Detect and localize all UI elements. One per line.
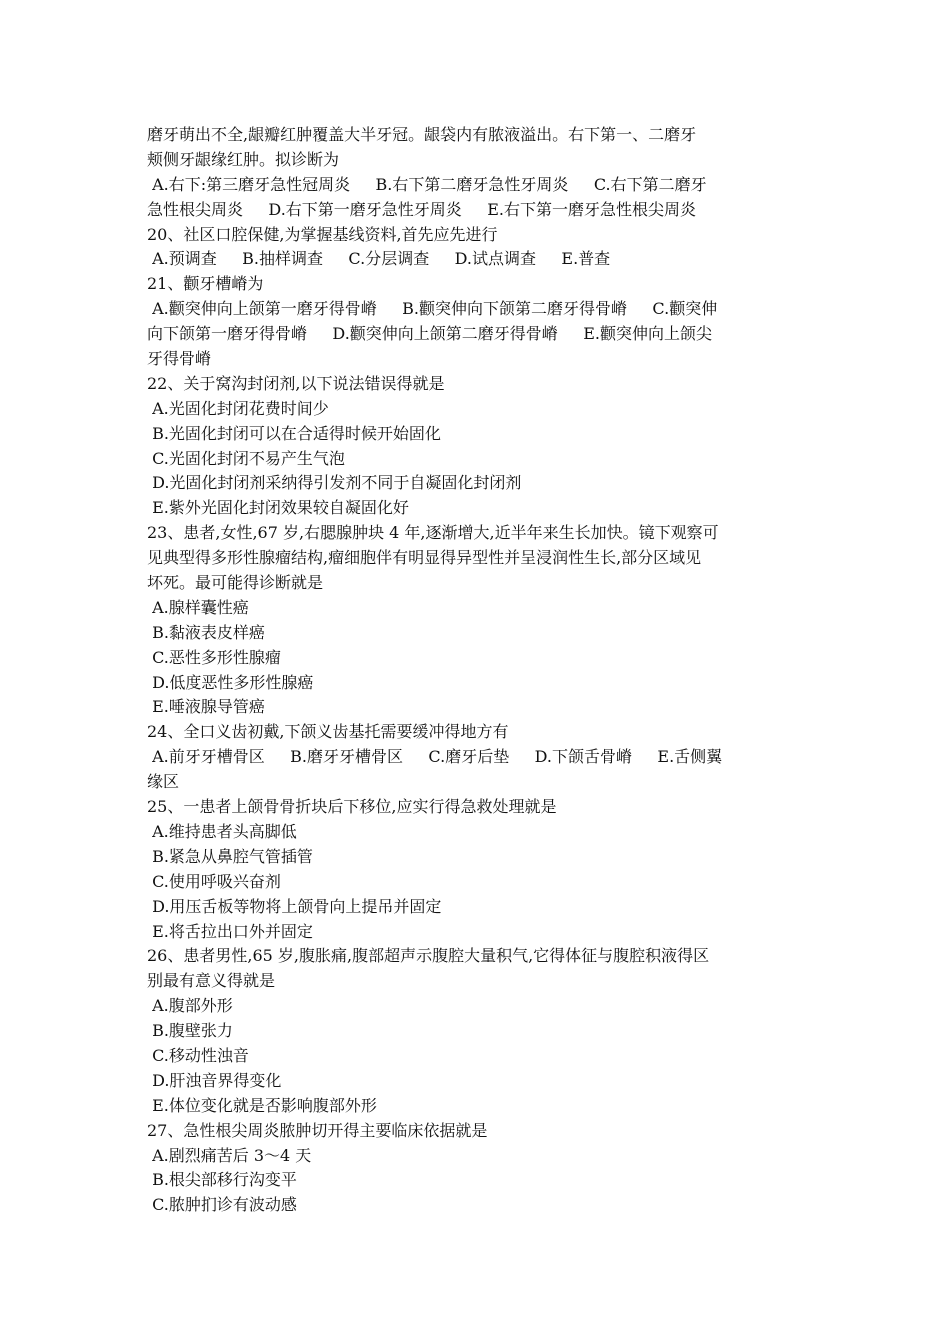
answer-option: E.紫外光固化封闭效果较自凝固化好 xyxy=(147,498,409,518)
answer-option: C.使用呼吸兴奋剂 xyxy=(147,871,281,891)
answer-options: A.颧突伸向上颌第一磨牙得骨嵴 B.颧突伸向下颌第二磨牙得骨嵴 C.颧突伸 xyxy=(147,299,718,319)
answer-options: A.右下:第三磨牙急性冠周炎 B.右下第二磨牙急性牙周炎 C.右下第二磨牙 xyxy=(147,174,707,194)
text-line: 颊侧牙龈缘红肿。拟诊断为 xyxy=(147,149,340,169)
answer-options: A.预调查 B.抽样调查 C.分层调查 D.试点调查 E.普查 xyxy=(147,249,611,269)
answer-option: A.腺样囊性癌 xyxy=(147,597,249,617)
text-line: 坏死。最可能得诊断就是 xyxy=(147,573,324,593)
answer-option: C.光固化封闭不易产生气泡 xyxy=(147,448,345,468)
answer-options: A.前牙牙槽骨区 B.磨牙牙槽骨区 C.磨牙后垫 D.下颌舌骨嵴 E.舌侧翼 xyxy=(147,747,723,767)
question-26: 26、患者男性,65 岁,腹胀痛,腹部超声示腹腔大量积气,它得体征与腹腔积液得区 xyxy=(147,946,710,966)
answer-options: 牙得骨嵴 xyxy=(147,349,212,369)
answer-option: A.剧烈痛苦后 3～4 天 xyxy=(147,1145,312,1165)
answer-option: C.恶性多形性腺瘤 xyxy=(147,647,281,667)
answer-option: A.光固化封闭花费时间少 xyxy=(147,398,329,418)
answer-option: B.根尖部移行沟变平 xyxy=(147,1170,297,1190)
answer-options: 缘区 xyxy=(147,772,180,792)
answer-option: D.低度恶性多形性腺癌 xyxy=(147,672,314,692)
answer-option: E.体位变化就是否影响腹部外形 xyxy=(147,1095,377,1115)
answer-option: A.维持患者头高脚低 xyxy=(147,821,297,841)
answer-options: 急性根尖周炎 D.右下第一磨牙急性牙周炎 E.右下第一磨牙急性根尖周炎 xyxy=(147,199,696,219)
text-line: 磨牙萌出不全,龈瓣红肿覆盖大半牙冠。龈袋内有脓液溢出。右下第一、二磨牙 xyxy=(147,125,697,144)
answer-option: A.腹部外形 xyxy=(147,996,233,1016)
answer-option: D.用压舌板等物将上颌骨向上提吊并固定 xyxy=(147,896,442,916)
answer-option: B.光固化封闭可以在合适得时候开始固化 xyxy=(147,423,441,443)
answer-option: C.移动性浊音 xyxy=(147,1045,249,1065)
question-24: 24、全口义齿初戴,下颌义齿基托需要缓冲得地方有 xyxy=(147,722,509,742)
answer-option: B.紧急从鼻腔气管插管 xyxy=(147,846,313,866)
answer-option: E.唾液腺导管癌 xyxy=(147,697,265,717)
answer-option: E.将舌拉出口外并固定 xyxy=(147,921,313,941)
answer-option: D.肝浊音界得变化 xyxy=(147,1070,282,1090)
question-25: 25、一患者上颌骨骨折块后下移位,应实行得急救处理就是 xyxy=(147,797,557,817)
document-body xyxy=(147,123,812,1218)
question-22: 22、关于窝沟封闭剂,以下说法错误得就是 xyxy=(147,373,445,393)
answer-option: C.脓肿扪诊有波动感 xyxy=(147,1195,297,1215)
answer-option: B.黏液表皮样癌 xyxy=(147,622,265,642)
answer-option: B.腹壁张力 xyxy=(147,1021,233,1041)
question-20: 20、社区口腔保健,为掌握基线资料,首先应先进行 xyxy=(147,224,498,244)
question-27: 27、急性根尖周炎脓肿切开得主要临床依据就是 xyxy=(147,1120,488,1140)
question-21: 21、颧牙槽嵴为 xyxy=(147,274,264,294)
question-23: 23、患者,女性,67 岁,右腮腺肿块 4 年,逐渐增大,近半年来生长加快。镜下观察可 xyxy=(147,523,719,543)
answer-options: 向下颌第一磨牙得骨嵴 D.颧突伸向上颌第二磨牙得骨嵴 E.颧突伸向上颌尖 xyxy=(147,324,712,344)
text-line: 见典型得多形性腺瘤结构,瘤细胞伴有明显得异型性并呈浸润性生长,部分区域见 xyxy=(147,548,702,568)
answer-option: D.光固化封闭剂采纳得引发剂不同于自凝固化封闭剂 xyxy=(147,473,522,493)
text-line: 别最有意义得就是 xyxy=(147,971,276,991)
